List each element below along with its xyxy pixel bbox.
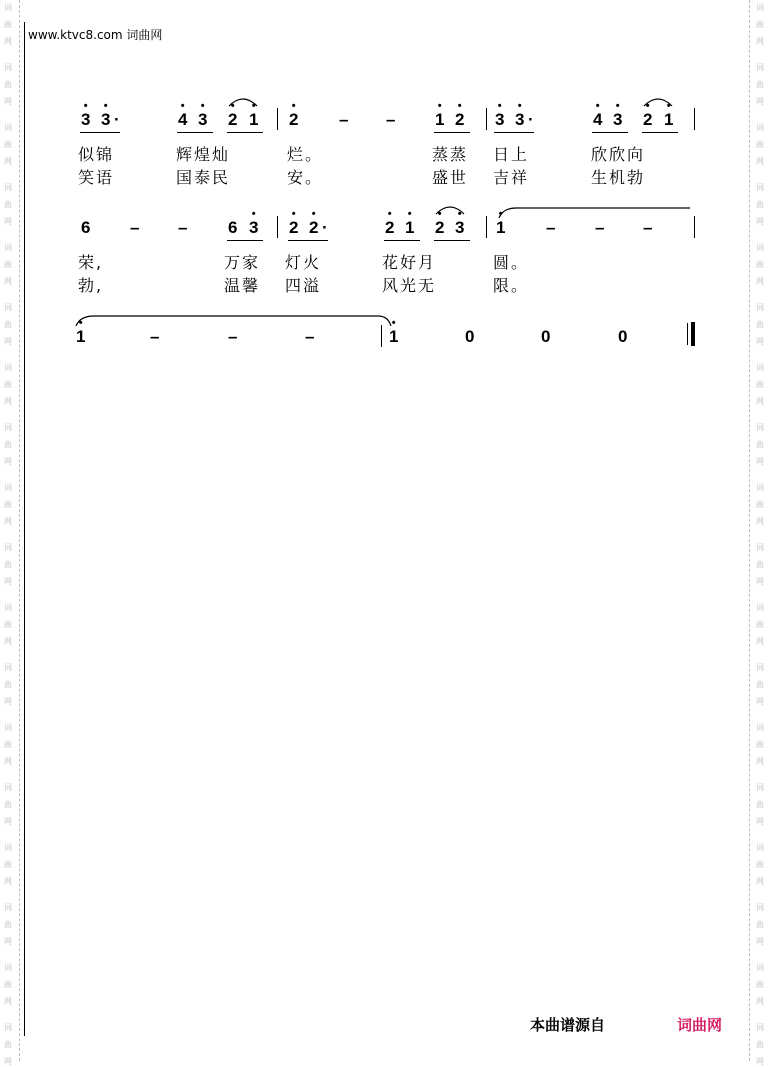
lyric: 圆。 [493, 253, 530, 272]
octave-dot: • [251, 208, 256, 220]
watermark-char: 曲 [4, 440, 12, 449]
tie [76, 316, 391, 326]
watermark-char: 网 [4, 217, 12, 226]
watermark-char: 曲 [4, 200, 12, 209]
octave-dot: • [595, 100, 600, 112]
lyric: 盛世 [432, 168, 469, 187]
watermark-char: 曲 [4, 1040, 12, 1049]
note: 3 • [198, 100, 208, 129]
note: 1 • [76, 317, 86, 346]
watermark-char: 词 [4, 963, 12, 972]
lyric: 笑语 [78, 168, 115, 187]
watermark-char: 曲 [4, 380, 12, 389]
note: 3 • [455, 208, 465, 237]
lyric: 生机勃 [591, 168, 646, 187]
watermark-char: 曲 [4, 140, 12, 149]
watermark-char: 曲 [4, 740, 12, 749]
watermark-char: 词 [756, 963, 764, 972]
watermark-char: 网 [756, 997, 764, 1006]
watermark-char: 网 [4, 997, 12, 1006]
watermark-char: 网 [756, 277, 764, 286]
dash: – [228, 327, 238, 346]
lyric: 温馨 [224, 276, 261, 295]
watermark-char: 曲 [756, 620, 764, 629]
watermark-char: 词 [756, 183, 764, 192]
watermark-char: 词 [756, 663, 764, 672]
octave-dot: • [230, 100, 235, 112]
watermark-char: 词 [4, 723, 12, 732]
octave-dot: • [78, 317, 83, 329]
watermark-char: 曲 [4, 860, 12, 869]
watermark-char: 词 [4, 483, 12, 492]
watermark-char: 网 [756, 637, 764, 646]
dash: – [595, 218, 605, 237]
note: 4 • [178, 100, 188, 129]
dash: – [546, 218, 556, 237]
watermark-char: 网 [4, 97, 12, 106]
watermark-char: 网 [4, 37, 12, 46]
octave-dot: • [200, 100, 205, 112]
watermark-char: 网 [756, 37, 764, 46]
watermark-char: 曲 [4, 980, 12, 989]
watermark-char: 词 [756, 63, 764, 72]
watermark-char: 曲 [756, 20, 764, 29]
watermark-char: 词 [4, 243, 12, 252]
lyric: 风光无 [382, 276, 437, 295]
watermark-char: 网 [4, 637, 12, 646]
watermark-char: 网 [4, 937, 12, 946]
watermark-char: 网 [4, 757, 12, 766]
watermark-char: 词 [756, 423, 764, 432]
watermark-char: 曲 [4, 560, 12, 569]
watermark-char: 网 [756, 937, 764, 946]
slur [644, 99, 672, 106]
dash: – [386, 110, 396, 129]
dotted-note-dot: · [322, 218, 328, 237]
lyric: 勃, [78, 276, 104, 295]
octave-dot: • [291, 208, 296, 220]
watermark-char: 曲 [4, 620, 12, 629]
watermark-char: 网 [756, 577, 764, 586]
octave-dot: • [437, 100, 442, 112]
lyric: 吉祥 [493, 168, 530, 187]
watermark-char: 词 [4, 303, 12, 312]
watermark-char: 网 [4, 1057, 12, 1066]
watermark-char: 网 [756, 397, 764, 406]
watermark-char: 词 [756, 243, 764, 252]
tie [499, 208, 690, 218]
dash: – [339, 110, 349, 129]
octave-dot: • [666, 100, 671, 112]
note: 1 • [249, 100, 259, 129]
octave-dot: • [498, 208, 503, 220]
watermark-char: 词 [756, 783, 764, 792]
octave-dot: • [391, 317, 396, 329]
lyric: 辉煌灿 [176, 145, 231, 164]
watermark-char: 曲 [756, 800, 764, 809]
watermark-char: 曲 [756, 80, 764, 89]
note: 3 • [515, 100, 525, 129]
watermark-char: 词 [4, 63, 12, 72]
note: 1 • [389, 317, 399, 346]
watermark-char: 网 [4, 577, 12, 586]
source-link[interactable]: 词曲网 [677, 1016, 723, 1034]
note: 1 • [405, 208, 415, 237]
note: 3 • [81, 100, 91, 129]
watermark-char: 曲 [756, 980, 764, 989]
watermark-char: 词 [756, 543, 764, 552]
watermark-char: 词 [756, 363, 764, 372]
note: 3 • [613, 100, 623, 129]
watermark-char: 曲 [756, 440, 764, 449]
note: 2 • [228, 100, 238, 129]
lyric: 荣, [78, 253, 104, 272]
watermark-char: 曲 [4, 80, 12, 89]
note: 2 • [455, 100, 465, 129]
watermark-char: 词 [4, 843, 12, 852]
octave-dot: • [291, 100, 296, 112]
watermark-char: 词 [756, 3, 764, 12]
watermark-char: 网 [756, 457, 764, 466]
watermark-char: 词 [4, 903, 12, 912]
octave-dot: • [311, 208, 316, 220]
watermark-char: 曲 [756, 140, 764, 149]
site-url[interactable]: www.ktvc8.com 词曲网 [28, 28, 163, 42]
rest: 0 [618, 327, 628, 346]
note: 6 [81, 218, 91, 237]
note: 2 • [643, 100, 653, 129]
watermark-char: 曲 [756, 500, 764, 509]
watermark-char: 词 [4, 123, 12, 132]
watermark-char: 曲 [4, 680, 12, 689]
watermark-char: 词 [4, 663, 12, 672]
octave-dot: • [251, 100, 256, 112]
note: 1 • [496, 208, 506, 237]
watermark-char: 网 [756, 877, 764, 886]
watermark-char: 词 [4, 603, 12, 612]
dash: – [130, 218, 140, 237]
lyric: 日上 [493, 145, 530, 164]
watermark-char: 曲 [756, 320, 764, 329]
slur [229, 99, 257, 106]
lyric: 安。 [287, 168, 324, 187]
watermark-char: 词 [756, 303, 764, 312]
note: 2 • [289, 100, 299, 129]
note: 1 • [664, 100, 674, 129]
watermark-char: 网 [756, 1057, 764, 1066]
slur [436, 207, 464, 214]
watermark-char: 词 [756, 723, 764, 732]
watermark-char: 曲 [4, 320, 12, 329]
octave-dot: • [615, 100, 620, 112]
watermark-char: 网 [4, 877, 12, 886]
watermark-char: 词 [4, 543, 12, 552]
dash: – [305, 327, 315, 346]
lyric: 万家 [224, 253, 261, 272]
octave-dot: • [497, 100, 502, 112]
dotted-note-dot: · [114, 110, 120, 129]
watermark-char: 曲 [4, 20, 12, 29]
lyric: 四溢 [285, 276, 322, 295]
dotted-note-dot: · [528, 110, 534, 129]
watermark-char: 曲 [4, 500, 12, 509]
watermark-char: 曲 [756, 920, 764, 929]
watermark-char: 词 [756, 123, 764, 132]
watermark-char: 网 [4, 517, 12, 526]
octave-dot: • [457, 208, 462, 220]
watermark-char: 词 [4, 783, 12, 792]
octave-dot: • [83, 100, 88, 112]
watermark-char: 网 [756, 337, 764, 346]
octave-dot: • [517, 100, 522, 112]
watermark-char: 网 [756, 217, 764, 226]
lyric: 限。 [493, 276, 530, 295]
watermark-char: 词 [756, 1023, 764, 1032]
dash: – [150, 327, 160, 346]
dash: – [178, 218, 188, 237]
lyric: 蒸蒸 [432, 145, 469, 164]
watermark-char: 词 [756, 903, 764, 912]
watermark-char: 网 [756, 517, 764, 526]
watermark-char: 网 [4, 277, 12, 286]
watermark-char: 网 [4, 457, 12, 466]
octave-dot: • [437, 208, 442, 220]
octave-dot: • [387, 208, 392, 220]
watermark-char: 网 [756, 817, 764, 826]
watermark-char: 词 [4, 1023, 12, 1032]
octave-dot: • [407, 208, 412, 220]
watermark-char: 词 [4, 423, 12, 432]
note: 6 [228, 218, 238, 237]
note: 3 • [249, 208, 259, 237]
note: 1 • [435, 100, 445, 129]
watermark-char: 曲 [4, 800, 12, 809]
note: 2 • [435, 208, 445, 237]
watermark-char: 曲 [756, 680, 764, 689]
watermark-char: 曲 [756, 860, 764, 869]
note: 4 • [593, 100, 603, 129]
octave-dot: • [645, 100, 650, 112]
lyric: 似锦 [78, 145, 115, 164]
watermark-char: 曲 [756, 200, 764, 209]
watermark-char: 网 [4, 337, 12, 346]
rest: 0 [465, 327, 475, 346]
octave-dot: • [457, 100, 462, 112]
watermark-char: 词 [4, 3, 12, 12]
watermark-char: 网 [4, 817, 12, 826]
watermark-char: 曲 [756, 380, 764, 389]
dash: – [643, 218, 653, 237]
lyric: 花好月 [382, 253, 437, 272]
watermark-char: 曲 [4, 260, 12, 269]
watermark-char: 词 [756, 843, 764, 852]
watermark-char: 网 [756, 97, 764, 106]
rest: 0 [541, 327, 551, 346]
watermark-char: 网 [756, 697, 764, 706]
watermark-char: 网 [4, 397, 12, 406]
lyric: 欣欣向 [591, 145, 646, 164]
note: 2 • [309, 208, 319, 237]
note: 3 • [495, 100, 505, 129]
watermark-char: 词 [4, 363, 12, 372]
watermark-char: 曲 [756, 560, 764, 569]
watermark-char: 曲 [756, 1040, 764, 1049]
slurs [0, 0, 769, 400]
source-label: 本曲谱源自 [530, 1016, 606, 1034]
watermark-char: 词 [4, 183, 12, 192]
octave-dot: • [103, 100, 108, 112]
watermark-char: 曲 [756, 740, 764, 749]
watermark-char: 网 [756, 757, 764, 766]
octave-dot: • [180, 100, 185, 112]
watermark-char: 词 [756, 603, 764, 612]
watermark-char: 曲 [4, 920, 12, 929]
lyric: 国泰民 [176, 168, 231, 187]
watermark-char: 网 [4, 157, 12, 166]
lyric: 灯火 [285, 253, 322, 272]
watermark-char: 网 [4, 697, 12, 706]
note: 2 • [289, 208, 299, 237]
watermark-char: 词 [756, 483, 764, 492]
watermark-char: 网 [756, 157, 764, 166]
lyric: 烂。 [287, 145, 324, 164]
note: 2 • [385, 208, 395, 237]
note: 3 • [101, 100, 111, 129]
watermark-char: 曲 [756, 260, 764, 269]
